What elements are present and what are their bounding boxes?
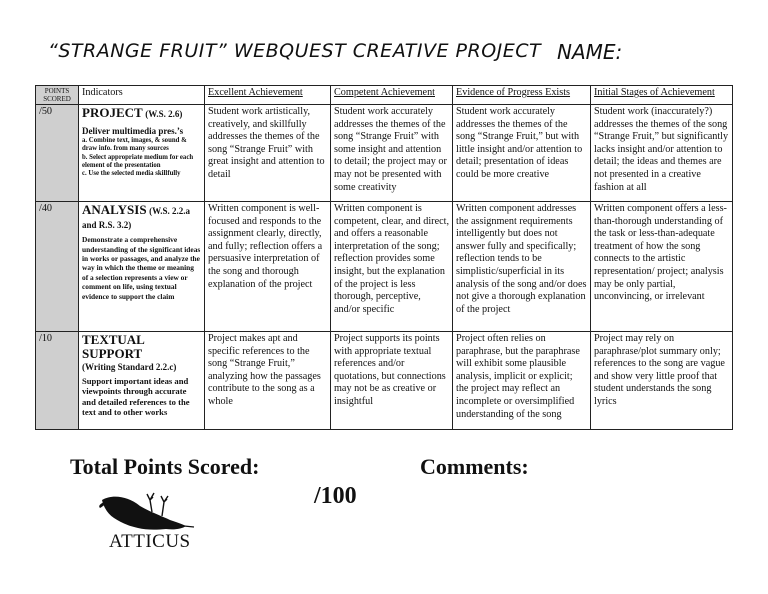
comments-label: Comments: [420,454,529,479]
header-progress: Evidence of Progress Exists [453,86,591,105]
initial-cell: Written component offers a less-than-thorough understanding of the task or less-than-adequate treatment of how the song connects to the artistic representation/ project; analysis may be only partial, unconvincing, or irrelevant [591,202,733,332]
indicator-bullet: c. Use the selected media skillfully [82,170,181,177]
table-row-project [36,105,733,202]
indicator-bullet: b. Select appropriate medium for each element of the presentation [82,153,194,169]
header-indicators: Indicators [79,86,205,105]
table-header-row [36,86,733,105]
progress-cell: Student work accurately addresses the themes of the song “Strange Fruit,” but with little insight and/or attention to detail; presentation of ideas could be more creative [453,105,591,202]
table-row-analysis [36,202,733,332]
indicator-body: Demonstrate a comprehensive understanding of the significant ideas in works or passages, and analyze the way in which the theme or meaning of a selection represents a view or comment on life, using textual evidence to support the claim [82,235,201,301]
header-points-scored: POINTS SCORED [36,86,79,105]
indicator-title: ANALYSIS [82,202,147,217]
excellent-cell: Student work artistically, creatively, and skillfully addresses the themes of the song “Strange Fruit” with great insight and attention to detail [205,105,331,202]
indicator-bullet: a. Combine text, images, & sound & draw info. from many sources [82,137,187,153]
page-title: “STRANGE FRUIT” WEBQUEST CREATIVE PROJECT [48,40,542,62]
excellent-cell: Written component is well-focused and responds to the assignment clearly, directly, and fully; reflection offers a persuasive interpretation of the song and thorough explanation of the project [205,202,331,332]
total-score-value: /100 [314,483,357,509]
indicator-ref: (Writing Standard 2.2.c) [82,362,177,372]
initial-cell: Student work (inaccurately?) addresses the themes of the song “Strange Fruit,” but significantly lacks insight and/or attention to detail; the ideas and themes are not presented in a creative fashion at all [591,105,733,202]
indicator-title: TEXTUAL SUPPORT [82,332,145,361]
header-excellent: Excellent Achievement [205,86,331,105]
points-cell: /10 [36,332,79,430]
indicator-cell [79,202,205,332]
excellent-cell: Project makes apt and specific references to the song “Strange Fruit,” analyzing how the passages contribute to the song as a whole [205,332,331,430]
indicator-ref: (W.S. 2.6) [145,109,183,119]
competent-cell: Written component is competent, clear, and direct, and offers a reasonable interpretation of the song; reflection provides some insight, but the explanation of the project is less thorough, perceptive, and/or specific [331,202,453,332]
points-cell: /40 [36,202,79,332]
name-label: NAME: [557,40,623,64]
indicator-title: PROJECT [82,105,143,120]
logo-text: ATTICUS [109,531,191,552]
initial-cell: Project may rely on paraphrase/plot summary only; references to the song are vague and show very little proof that student understands the song lyrics [591,332,733,430]
table-row-textual-support [36,332,733,430]
rubric-table [35,85,733,430]
indicator-cell [79,332,205,430]
indicator-body: Support important ideas and viewpoints through accurate and detailed references to the text and to other works [82,375,190,418]
competent-cell: Student work accurately addresses the themes of the song “Strange Fruit” with some insight and attention to detail; the project may or may not be presented with some creativity [331,105,453,202]
header-competent: Competent Achievement [331,86,453,105]
competent-cell: Project supports its points with appropriate textual references and/or quotations, but connections may not be as creative or insightful [331,332,453,430]
progress-cell: Written component addresses the assignment requirements intelligently but does not answer fully and specifically; reflection tends to be simplistic/superficial in its analysis of the song and/or does not give a thorough explanation of the project [453,202,591,332]
points-cell: /50 [36,105,79,202]
progress-cell: Project often relies on paraphrase, but the paraphrase will exhibit some plausible analysis, implicit or explicit; the project may reflect an incomplete or oversimplified understanding of the song [453,332,591,430]
indicator-subtitle: Deliver multimedia pres.’s [82,125,184,136]
total-points-label: Total Points Scored: [70,454,260,479]
indicator-cell [79,105,205,202]
header-initial: Initial Stages of Achievement [591,86,733,105]
indicator-ref: (W.S. 2.2.a and R.S. 3.2) [82,206,191,230]
